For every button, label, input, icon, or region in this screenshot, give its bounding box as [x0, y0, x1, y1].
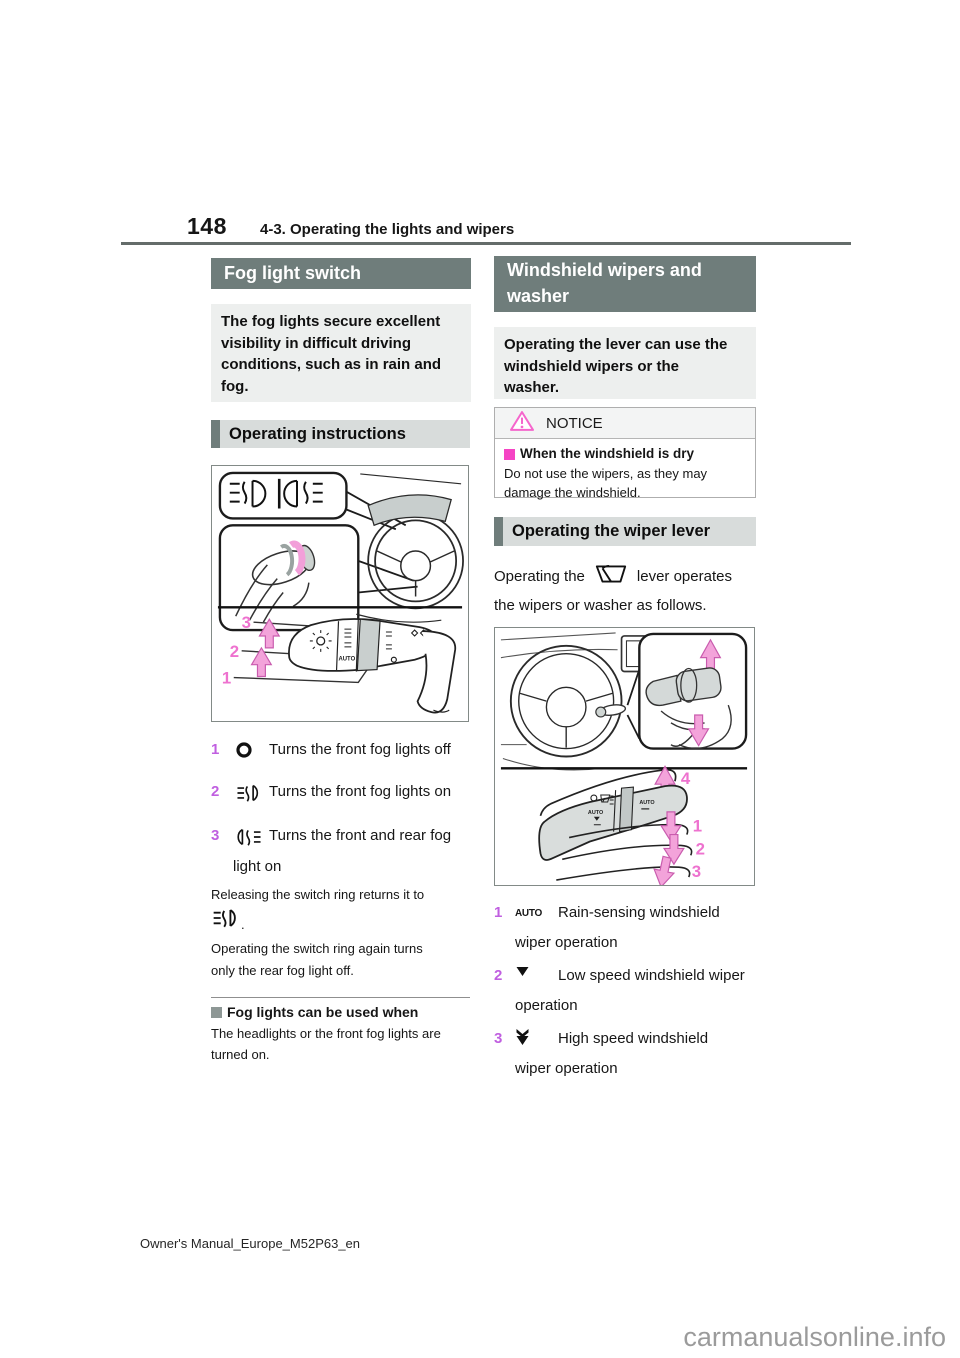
item-number: 2 — [494, 967, 503, 984]
fog-switch-drawing — [212, 466, 468, 721]
callout-number-2: 2 — [695, 839, 706, 859]
wiper-lever-illustration — [494, 627, 755, 886]
square-bullet-icon — [504, 449, 515, 460]
intro-line: windshield wipers or the — [504, 357, 680, 375]
paragraph-line — [494, 562, 760, 590]
subheader-text: Operating instructions — [229, 424, 406, 443]
down-arrow-icon — [654, 856, 674, 885]
wiper-paragraph — [494, 562, 760, 619]
note-line: only the rear fog light off. — [211, 963, 354, 978]
intro-line: conditions, such as in rain and — [221, 356, 442, 374]
callout-number-3: 3 — [241, 613, 252, 633]
single-down-arrow-icon — [515, 965, 558, 978]
item-number: 3 — [494, 1030, 503, 1047]
note-operating-again — [211, 938, 473, 982]
callout-number-4: 4 — [680, 769, 691, 789]
fog-off-icon — [235, 740, 269, 758]
subheader-accent-bar — [211, 420, 220, 448]
note-releasing: Releasing the switch ring returns it to — [211, 887, 425, 902]
item-text: Turns the front fog lights off — [269, 741, 451, 758]
intro-line: fog. — [221, 377, 249, 395]
item-text: High speed windshield — [558, 1030, 709, 1047]
item-text-continued: operation — [515, 997, 578, 1014]
tip-title-row — [211, 1004, 473, 1020]
intro-line: The fog lights secure excellent — [221, 313, 441, 330]
intro-line: visibility in difficult driving — [221, 334, 412, 352]
subheader-text: Operating the wiper lever — [512, 522, 711, 540]
item-text: Turns the front fog lights on — [269, 783, 452, 800]
square-bullet-icon — [211, 1007, 222, 1018]
callout-number-1: 1 — [692, 816, 703, 836]
item-text-continued: wiper operation — [515, 1060, 618, 1077]
notice-line: Do not use the wipers, as they may — [504, 466, 708, 481]
wiper-list — [494, 902, 766, 1079]
section-title-text: Windshield wipers and — [507, 260, 702, 280]
notice-line: damage the windshield. — [504, 484, 641, 500]
list-item — [211, 782, 479, 804]
callout-number-1: 1 — [221, 668, 232, 688]
section-title-fog-light-switch — [211, 258, 471, 289]
intro-line: washer. — [504, 379, 560, 397]
note-icon-line — [211, 905, 245, 936]
list-item — [494, 902, 766, 953]
note-period: . — [241, 917, 245, 932]
steering-wheel — [356, 474, 463, 622]
auto-label: AUTO — [639, 799, 655, 806]
auto-label: AUTO — [338, 656, 356, 663]
tip-line: The headlights or the front fog lights are — [211, 1026, 441, 1041]
notice-title-text: When the windshield is dry — [520, 446, 695, 461]
item-text: Rain-sensing windshield — [558, 904, 720, 921]
footer-document-id: Owner's Manual_Europe_M52P63_en — [140, 1236, 361, 1251]
item-text: Turns the front and rear fog — [269, 827, 452, 844]
item-text-continued: wiper operation — [515, 934, 618, 951]
section-title-text: Fog light switch — [224, 263, 361, 283]
watermark: carmanualsonline.info — [683, 1322, 946, 1352]
paragraph-text: lever operates — [636, 567, 732, 585]
front-fog-icon — [211, 905, 241, 936]
double-down-arrow-icon — [515, 1028, 558, 1046]
auto-icon: AUTO — [515, 908, 542, 919]
header-rule — [121, 242, 851, 245]
item-number: 2 — [211, 783, 220, 800]
notice-box — [494, 407, 756, 498]
item-number: 3 — [211, 827, 220, 844]
intro-line: Operating the lever can use the — [504, 336, 728, 353]
subheader-operating-instructions — [211, 420, 470, 448]
item-text-continued: light on — [233, 858, 282, 875]
paragraph-line: the wipers or washer as follows. — [494, 597, 707, 614]
warning-triangle-icon — [509, 410, 535, 437]
steering-wheel — [511, 646, 622, 757]
subheader-operating-wiper-lever — [494, 517, 756, 546]
item-number: 1 — [211, 741, 220, 758]
notice-header — [495, 408, 755, 438]
front-fog-icon — [235, 782, 269, 804]
tip-divider — [211, 997, 470, 998]
list-item — [211, 826, 479, 848]
tip-title-text: Fog lights can be used when — [227, 1004, 419, 1020]
notice-label: NOTICE — [546, 414, 603, 432]
chapter-header: 4-3. Operating the lights and wipers — [260, 221, 515, 238]
light-switch-lever — [289, 619, 455, 713]
fog-switch-illustration — [211, 465, 469, 722]
notice-item-title — [504, 444, 746, 464]
fog-switch-list — [211, 740, 479, 877]
wiper-icon — [594, 562, 628, 590]
page-number: 148 — [187, 213, 227, 239]
notice-body — [495, 438, 755, 502]
section-title-text: washer — [507, 286, 570, 306]
paragraph-text: Operating the — [494, 567, 585, 585]
notice-text — [504, 465, 746, 502]
tip-line: turned on. — [211, 1047, 270, 1062]
callout-number-3: 3 — [691, 862, 702, 882]
auto-label: AUTO — [587, 809, 604, 816]
wiper-intro-box — [494, 327, 756, 399]
rear-fog-icon — [235, 826, 269, 848]
callout-number-2: 2 — [229, 641, 240, 661]
fog-intro-box — [211, 304, 471, 402]
item-number: 1 — [494, 904, 503, 921]
item-text: Low speed windshield wiper — [558, 967, 745, 984]
wiper-lever-drawing — [495, 628, 754, 885]
list-item — [211, 740, 479, 760]
note-line: Operating the switch ring again turns — [211, 941, 423, 956]
subheader-accent-bar — [494, 517, 503, 546]
list-item — [494, 1028, 766, 1079]
tip-body — [211, 1023, 477, 1065]
section-title-windshield-wipers — [494, 256, 756, 312]
list-item — [494, 965, 766, 1016]
